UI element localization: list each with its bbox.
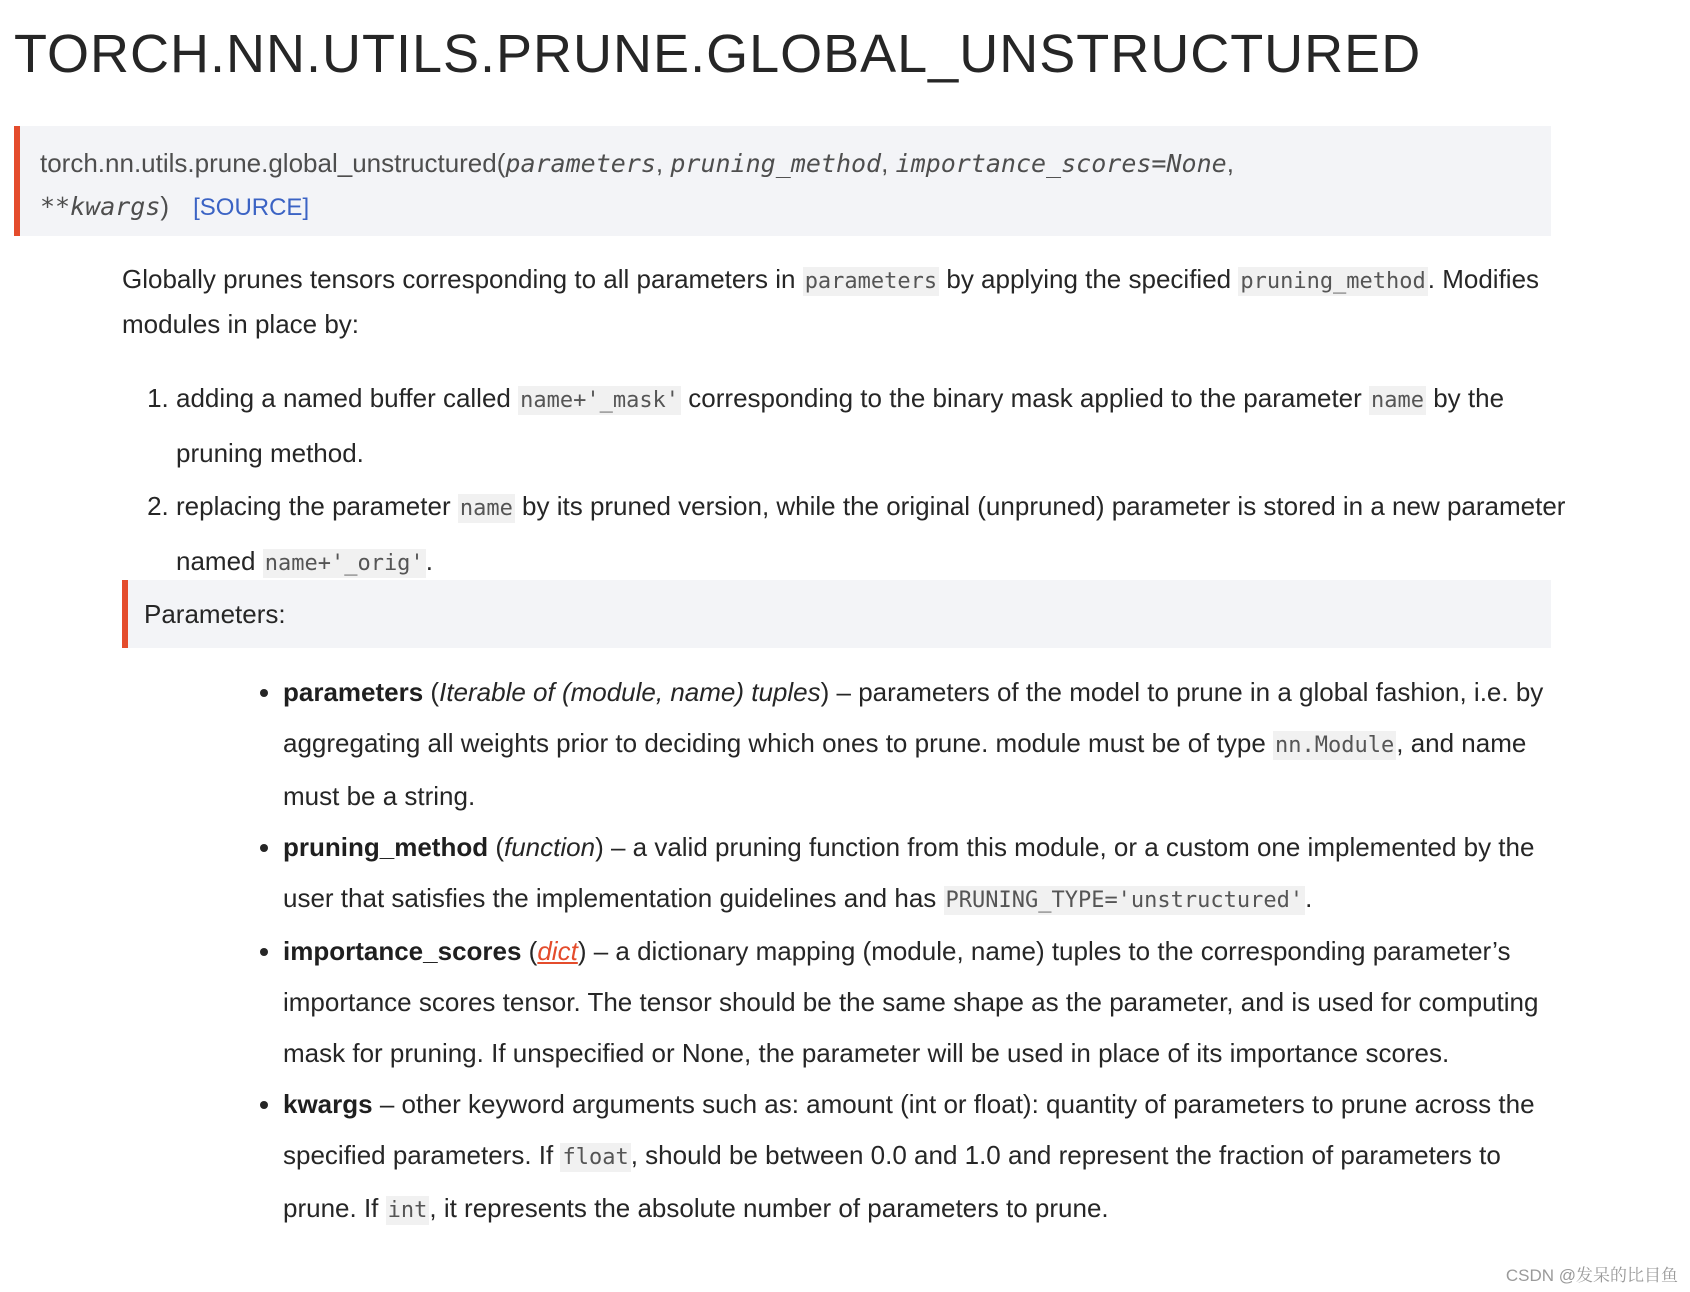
- desc-text: by applying the specified: [939, 264, 1239, 294]
- param-paren: (: [521, 936, 538, 966]
- inline-code: nn.Module: [1275, 733, 1395, 758]
- param-item-pruning-method: [283, 822, 1573, 926]
- description: [122, 258, 1552, 345]
- param-desc: , and name must be a string.: [283, 728, 1527, 811]
- sig-comma: ,: [655, 148, 671, 178]
- param-paren: ): [577, 936, 587, 966]
- step-text: adding a named buffer called: [176, 383, 519, 413]
- inline-code: name: [459, 496, 513, 521]
- inline-code: name+'_mask': [520, 388, 680, 413]
- param-desc: .: [1305, 883, 1313, 913]
- function-name: torch.nn.utils.prune.global_unstructured: [40, 148, 497, 178]
- step-item: [176, 372, 1576, 480]
- desc-text: . Modifies modules in place by:: [122, 264, 1540, 339]
- inline-code: float: [562, 1145, 629, 1170]
- param-paren: ): [595, 832, 604, 862]
- page-title: TORCH.NN.UTILS.PRUNE.GLOBAL_UNSTRUCTURED: [14, 24, 1422, 84]
- step-item: [176, 480, 1576, 590]
- sig-param-importance-scores: importance_scores=None: [895, 149, 1227, 178]
- step-text: .: [425, 546, 433, 576]
- sig-param-parameters: parameters: [505, 149, 656, 178]
- desc-text: Globally prunes tensors corresponding to all parameters in: [122, 264, 803, 294]
- inline-code: int: [387, 1198, 428, 1223]
- param-item-importance-scores: [283, 926, 1573, 1079]
- step-text: by its pruned version, while the original (unpruned) parameter is stored in a new parameter named: [176, 491, 1566, 576]
- param-paren: ): [820, 677, 830, 707]
- watermark: CSDN @发呆的比目鱼: [1505, 1266, 1678, 1285]
- sig-param-pruning-method: pruning_method: [670, 149, 882, 178]
- param-paren: (: [423, 677, 440, 707]
- step-text: replacing the parameter: [176, 491, 458, 521]
- param-desc: – a dictionary mapping (module, name) tuples to the corresponding parameter’s importance scores tensor. The tensor should be the same shape as the parameter, and is used for computing mask for pruning. If unspecified or None, the parameter will be used in place of its importance scores.: [283, 936, 1539, 1068]
- param-desc: – other keyword arguments such as: amount (int or float): quantity of parameters to prune across the specified parameters. If: [283, 1089, 1535, 1170]
- inline-code: pruning_method: [1240, 269, 1426, 294]
- param-name: kwargs: [283, 1089, 373, 1119]
- param-desc: – parameters of the model to prune in a global fashion, i.e. by aggregating all weights prior to deciding which ones to prune. module must be of type: [283, 677, 1544, 758]
- parameters-list: [255, 667, 1573, 1236]
- paren-open: (: [496, 148, 506, 178]
- source-link[interactable]: [SOURCE]: [193, 194, 310, 221]
- param-desc: , it represents the absolute number of parameters to prune.: [429, 1193, 1109, 1223]
- param-name: pruning_method: [283, 832, 489, 862]
- inline-code: name+'_orig': [264, 551, 424, 576]
- steps-list: [148, 372, 1576, 590]
- paren-close: ): [160, 191, 170, 221]
- function-signature: [14, 126, 1551, 236]
- step-text: corresponding to the binary mask applied to the parameter: [681, 383, 1370, 413]
- param-name: importance_scores: [283, 936, 522, 966]
- inline-code: name: [1371, 388, 1424, 413]
- sig-comma: ,: [1226, 148, 1234, 178]
- param-desc: – a valid pruning function from this module, or a custom one implemented by the user that satisfies the implementation guidelines and has: [283, 832, 1535, 913]
- param-desc: , should be between 0.0 and 1.0 and represent the fraction of parameters to prune. If: [283, 1140, 1501, 1223]
- parameters-header: Parameters:: [122, 580, 1551, 648]
- step-text: by the pruning method.: [176, 383, 1505, 468]
- inline-code: PRUNING_TYPE='unstructured': [945, 888, 1304, 913]
- param-type: function: [503, 832, 596, 862]
- sig-param-kwargs: **kwargs: [40, 192, 161, 221]
- param-paren: (: [488, 832, 504, 862]
- param-item-kwargs: [283, 1079, 1573, 1236]
- param-name: parameters: [283, 677, 424, 707]
- sig-comma: ,: [881, 148, 896, 178]
- param-type: Iterable of (module, name) tuples: [439, 677, 821, 707]
- param-item-parameters: [283, 667, 1573, 822]
- inline-code: parameters: [804, 269, 938, 294]
- dict-type-link[interactable]: dict: [537, 936, 578, 966]
